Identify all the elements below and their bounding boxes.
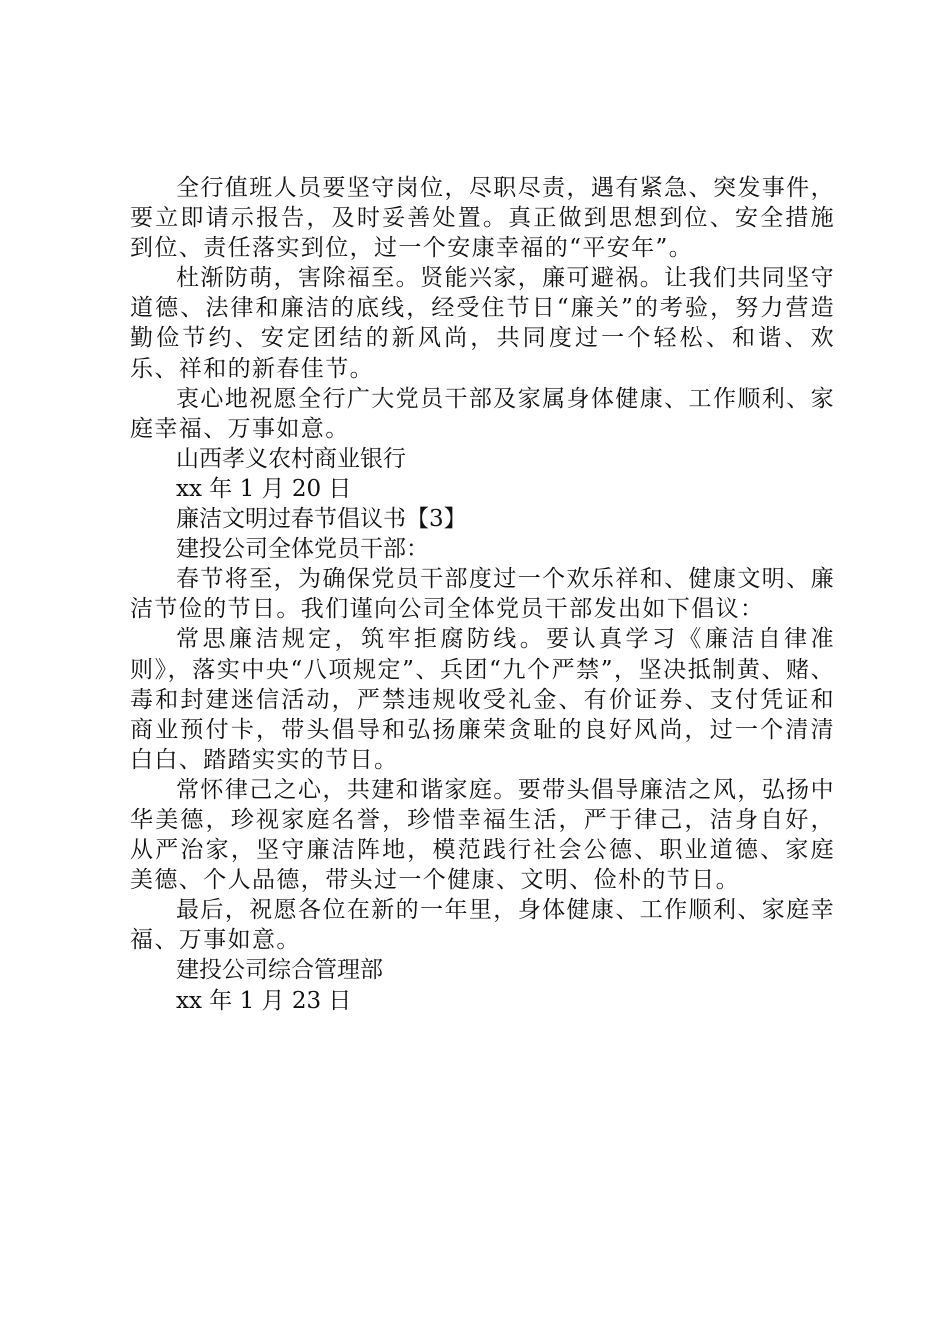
- paragraph-integrity-rules: 常思廉洁规定，筑牢拒腐防线。要认真学习《廉洁自律准则》，落实中央“八项规定”、兵团“九个严禁”，坚决抵制黄、赌、毒和封建迷信活动，严禁违规收受礼金、有价证券、支付凭证和商业预付卡，带头倡导和弘扬廉荣贪耻的良好风尚，过一个清清白白、踏踏实实的节日。: [130, 626, 835, 773]
- signature-company: 建投公司综合管理部: [176, 957, 383, 984]
- date-bank: xx 年 1 月 20 日: [176, 475, 352, 502]
- salutation: 建投公司全体党员干部：: [176, 536, 429, 563]
- paragraph-final-wishes: 最后，祝愿各位在新的一年里，身体健康、工作顺利、家庭幸福、万事如意。: [130, 897, 835, 954]
- signature-bank: 山西孝义农村商业银行: [176, 445, 406, 472]
- paragraph-integrity-bottom-line: 杜渐防萌，害除福至。贤能兴家，廉可避祸。让我们共同坚守道德、法律和廉洁的底线，经受住节日“廉关”的考验，努力营造勤俭节约、安定团结的新风尚，共同度过一个轻松、和谐、欢乐、祥和的新春佳节。: [130, 265, 835, 382]
- paragraph-wishes-bank: 衷心地祝愿全行广大党员干部及家属身体健康、工作顺利、家庭幸福、万事如意。: [130, 385, 835, 442]
- paragraph-duty-staff: 全行值班人员要坚守岗位，尽职尽责，遇有紧急、突发事件，要立即请示报告，及时妥善处置。真正做到思想到位、安全措施到位、责任落实到位，过一个安康幸福的“平安年”。: [130, 175, 835, 262]
- document-body: [130, 173, 835, 1016]
- date-company: xx 年 1 月 23 日: [176, 987, 352, 1014]
- section-title: 廉洁文明过春节倡议书【3】: [176, 506, 467, 533]
- paragraph-intro: 春节将至，为确保党员干部度过一个欢乐祥和、健康文明、廉洁节俭的节日。我们谨向公司全体党员干部发出如下倡议：: [130, 566, 835, 623]
- paragraph-self-discipline: 常怀律己之心，共建和谐家庭。要带头倡导廉洁之风，弘扬中华美德，珍视家庭名誉，珍惜幸福生活，严于律己，洁身自好，从严治家，坚守廉洁阵地，模范践行社会公德、职业道德、家庭美德、个人品德，带头过一个健康、文明、俭朴的节日。: [130, 776, 835, 894]
